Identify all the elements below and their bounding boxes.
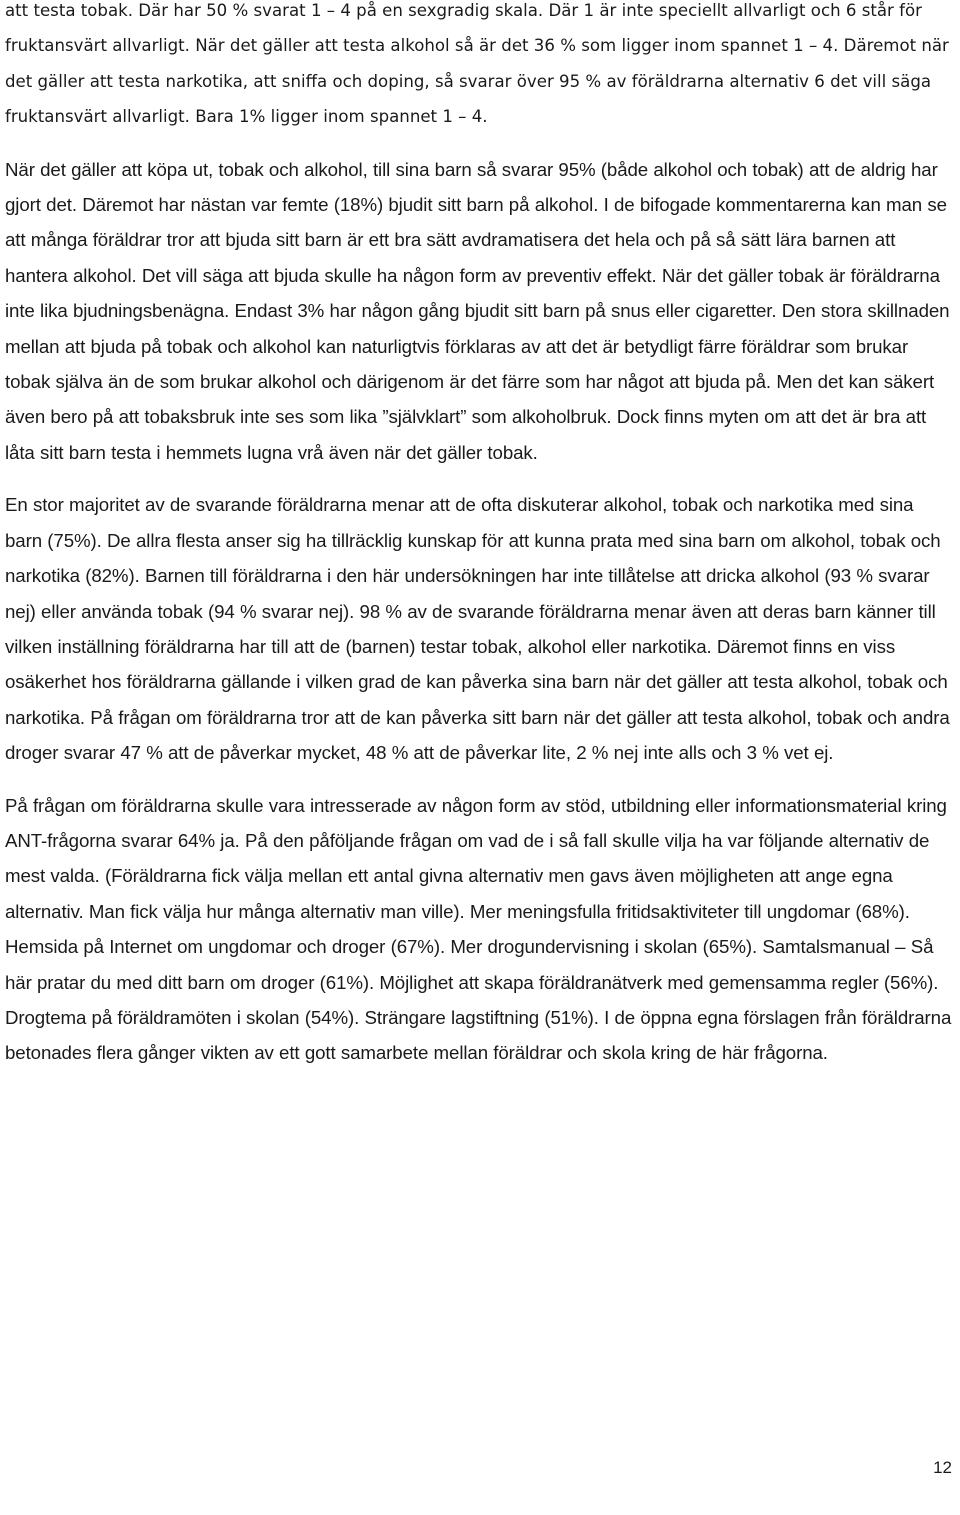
paragraph-support-interest: På frågan om föräldrarna skulle vara intresserade av någon form av stöd, utbildning eller informationsmaterial kring ANT-frågorna svarar 64% ja. På den påföljande frågan om vad de i så fall skulle vilja ha var följande alternativ de mest valda. (Föräldrarna fick välja mellan ett antal givna alternativ men gavs även möjligheten att ange egna alternativ. Man fick välja hur många alternativ man ville). Mer meningsfulla fritidsaktiviteter till ungdomar (68%). Hemsida på Internet om ungdomar och droger (67%). Mer drogundervisning i skolan (65%). Samtalsmanual – Så här pratar du med ditt barn om droger (61%). Möjlighet att skapa föräldranätverk med gemensamma regler (56%). Drogtema på föräldramöten i skolan (54%). Strängare lagstiftning (51%). I de öppna egna förslagen från föräldrarna betonades flera gånger vikten av ett gott samarbete mellan föräldrar och skola kring de här frågorna. (5, 794, 952, 1064)
paragraph-parent-attitudes: att testa tobak. Där har 50 % svarat 1 – 4 på en sexgradig skala. Där 1 är inte speciellt allvarligt och 6 står för fruktansvärt allvarligt. När det gäller att testa alkohol så är det 36 % som ligger inom spannet 1 – 4. Däremot när det gäller att testa narkotika, att sniffa och doping, så svarar över 95 % av föräldrarna alternativ 6 det vill säga fruktansvärt allvarligt. Bara 1% ligger inom spannet 1 – 4. (5, 1, 949, 127)
paragraph-buying-offering: När det gäller att köpa ut, tobak och alkohol, till sina barn så svarar 95% (både alkohol och tobak) att de aldrig har gjort det. Däremot har nästan var femte (18%) bjudit sitt barn på alkohol. I de bifogade kommentarerna kan man se att många föräldrar tror att bjuda sitt barn är ett bra sätt avdramatisera det hela och på så sätt lära barnen att hantera alkohol. Det vill säga att bjuda skulle ha någon form av preventiv effekt. När det gäller tobak är föräldrarna inte lika bjudningsbenägna. Endast 3% har någon gång bjudit sitt barn på snus eller cigaretter. Den stora skillnaden mellan att bjuda på tobak och alkohol kan naturligtvis förklaras av att det är betydligt färre föräldrar som brukar tobak själva än de som brukar alkohol och därigenom är det färre som har något att bjuda på. Men det kan säkert även bero på att tobaksbruk inte ses som lika ”självklart” som alkoholbruk. Dock finns myten om att det är bra att låta sitt barn testa i hemmets lugna vrå även när det gäller tobak. (5, 158, 950, 463)
paragraph-discussion-influence: En stor majoritet av de svarande föräldrarna menar att de ofta diskuterar alkohol, tobak och narkotika med sina barn (75%). De allra flesta anser sig ha tillräcklig kunskap för att kunna prata med sina barn om alkohol, tobak och narkotika (82%). Barnen till föräldrarna i den här undersökningen har inte tillåtelse att dricka alkohol (93 % svarar nej) eller använda tobak (94 % svarar nej). 98 % av de svarande föräldrarna menar även att deras barn känner till vilken inställning föräldrarna har till att de (barnen) testar tobak, alkohol eller narkotika. Däremot finns en viss osäkerhet hos föräldrarna gällande i vilken grad de kan påverka sina barn när det gäller att testa alkohol, tobak och narkotika. På frågan om föräldrarna tror att de kan påverka sitt barn när det gäller att testa alkohol, tobak och andra droger svarar 47 % att de påverkar mycket, 48 % att de påverkar lite, 2 % nej inte alls och 3 % vet ej. (5, 494, 950, 764)
page-number: 12 (933, 1458, 952, 1477)
